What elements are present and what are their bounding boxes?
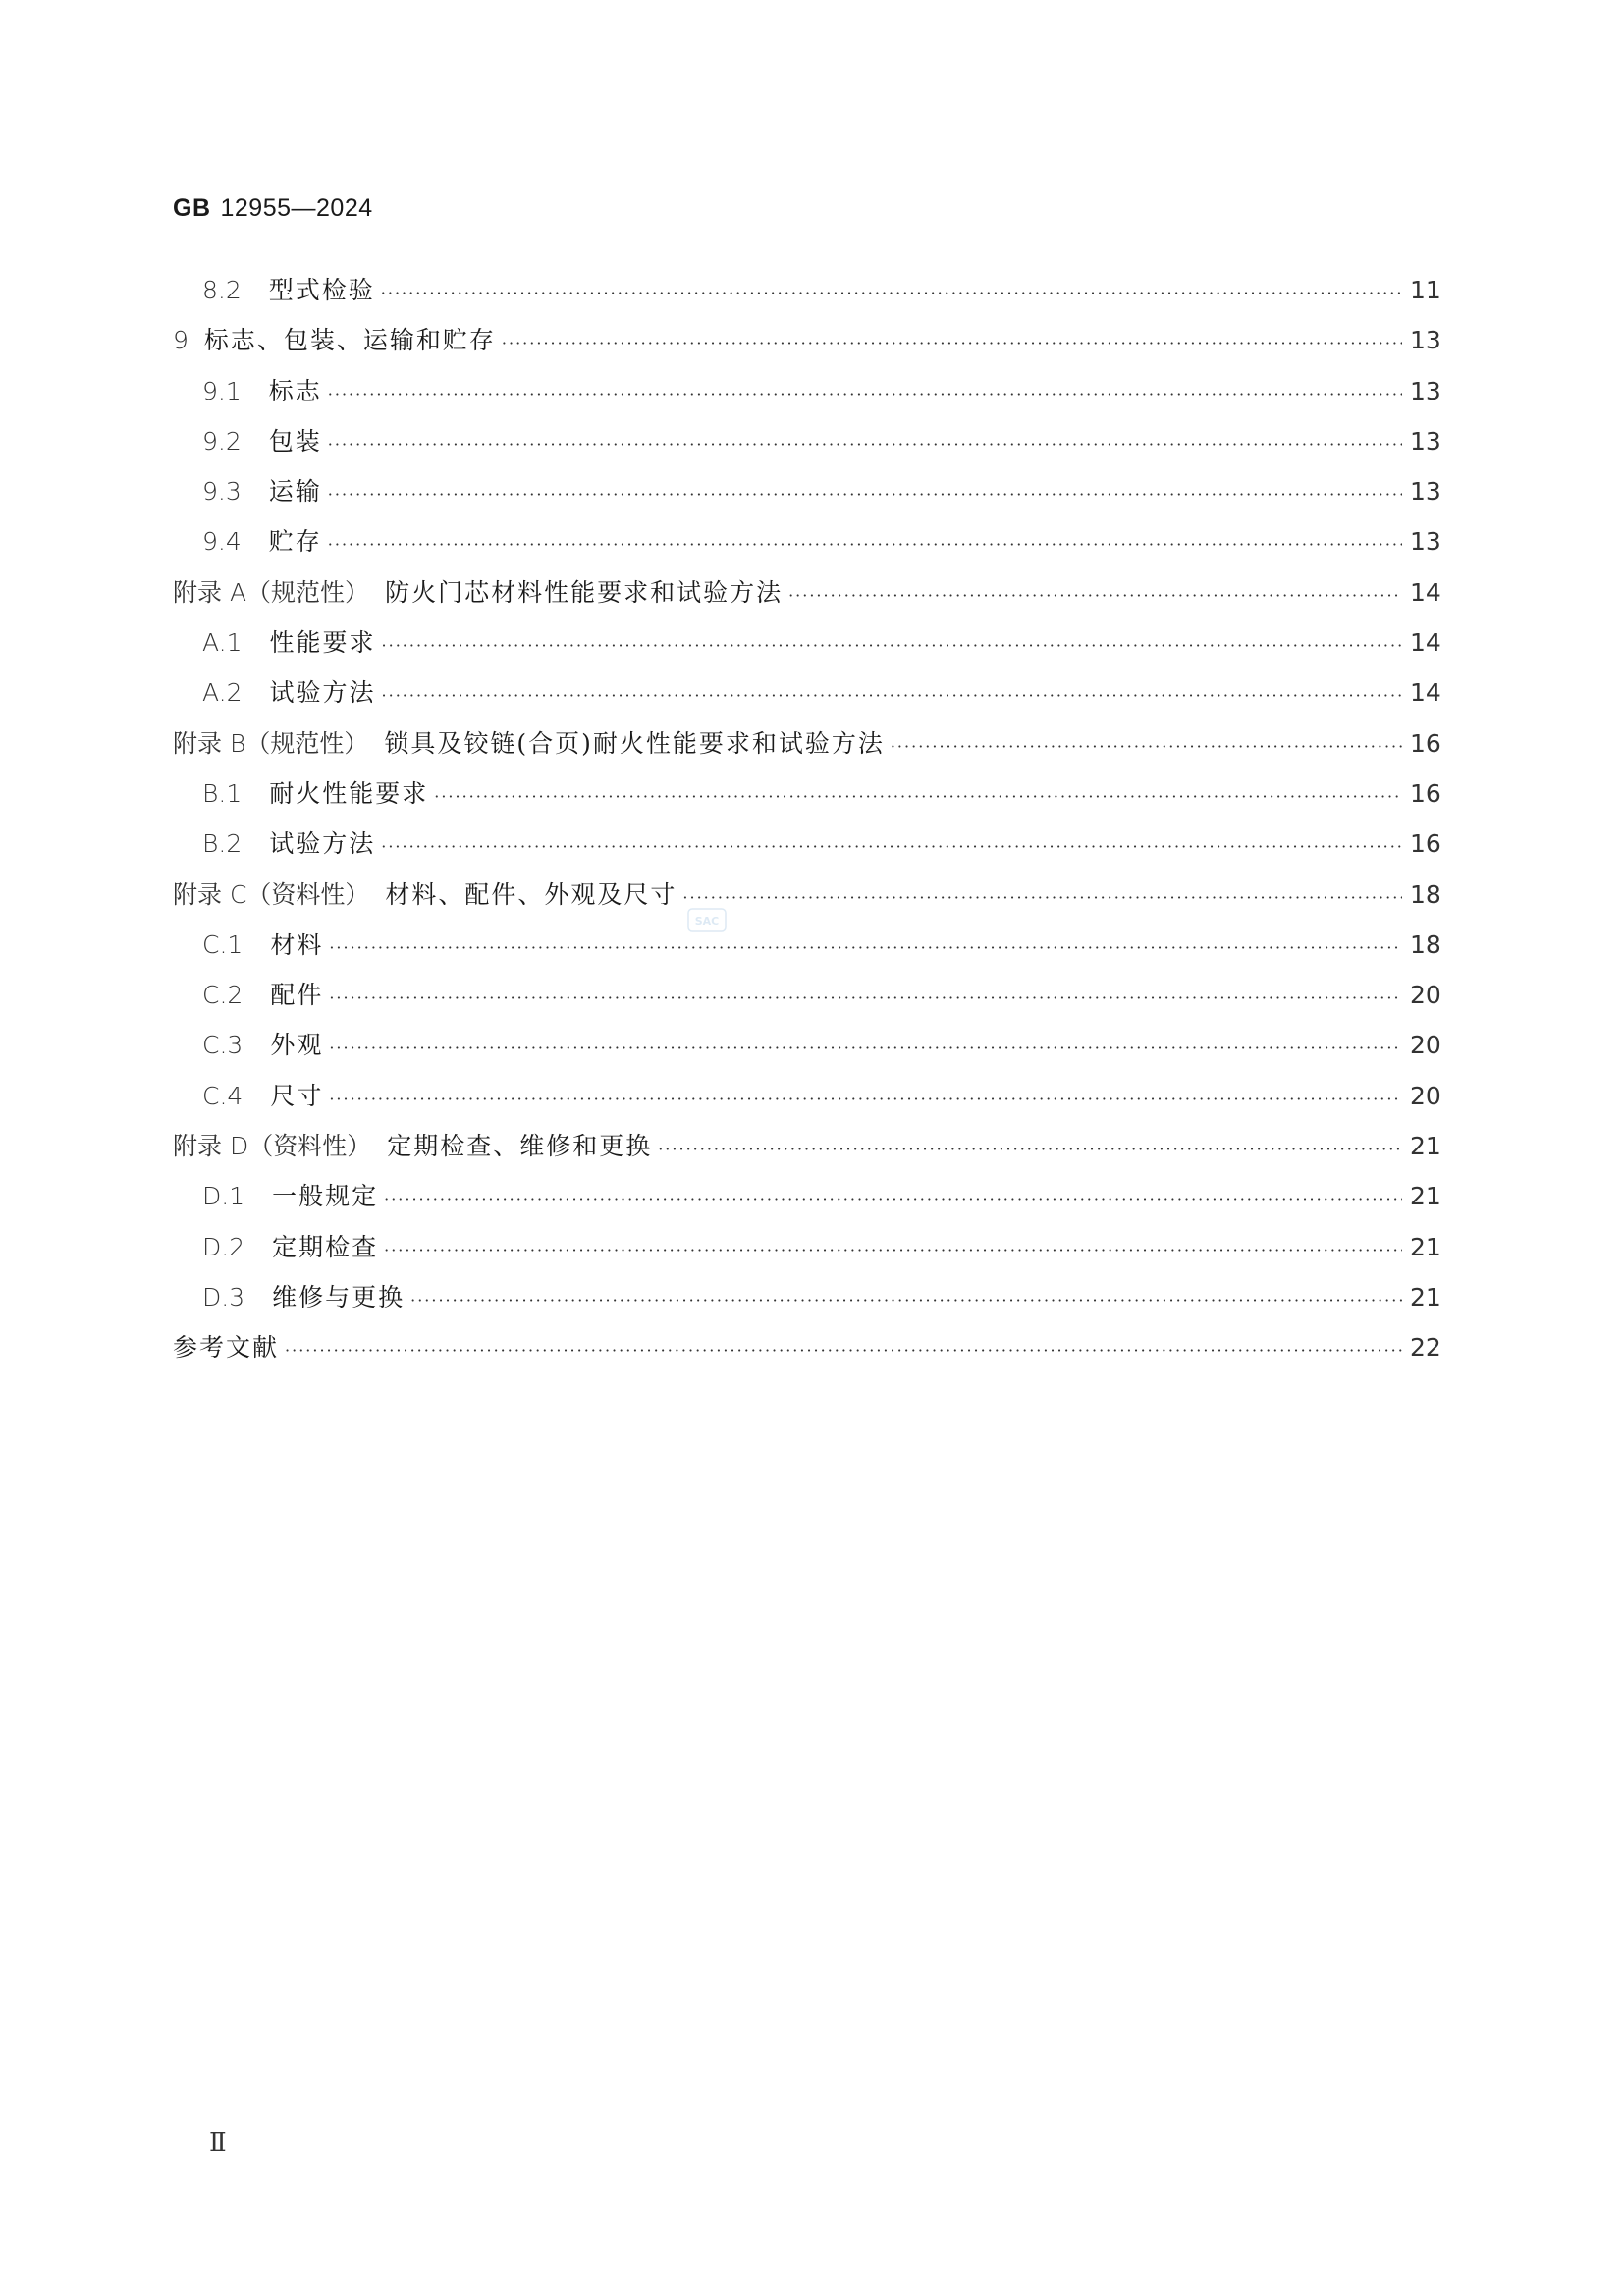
toc-entry-number: 9.3 bbox=[202, 477, 242, 507]
toc-entry[interactable] bbox=[173, 970, 1439, 1020]
toc-entry[interactable] bbox=[173, 870, 1439, 920]
toc-entry-title: 参考文献 bbox=[173, 1333, 280, 1362]
toc-entry-title: 一般规定 bbox=[272, 1182, 379, 1211]
toc-entry-page: 16 bbox=[1410, 829, 1441, 859]
toc-entry-title: 标志 bbox=[268, 376, 322, 405]
sac-watermark-logo bbox=[687, 905, 727, 934]
toc-entry-page: 13 bbox=[1410, 527, 1441, 557]
toc-entry-page: 11 bbox=[1410, 276, 1441, 304]
toc-entry-title: 性能要求 bbox=[269, 628, 376, 658]
toc-entry-number: 附录 B（规范性） bbox=[173, 728, 369, 758]
toc-entry-page: 21 bbox=[1410, 1232, 1441, 1261]
toc-entry-number: 附录 C（资料性） bbox=[173, 880, 370, 909]
table-of-contents bbox=[173, 265, 1439, 1373]
toc-entry-title: 外观 bbox=[270, 1031, 324, 1060]
toc-entry-page: 14 bbox=[1410, 628, 1441, 658]
toc-entry-number: C.3 bbox=[202, 1031, 244, 1060]
toc-entry-page: 18 bbox=[1410, 880, 1441, 909]
toc-entry-title: 尺寸 bbox=[270, 1081, 324, 1110]
toc-entry[interactable] bbox=[173, 366, 1439, 416]
watermark-text: SAC bbox=[694, 915, 720, 928]
document-header bbox=[173, 194, 373, 223]
toc-entry-number: 附录 A（规范性） bbox=[173, 577, 370, 607]
toc-dot-leader bbox=[381, 268, 1402, 318]
toc-entry-number: B.1 bbox=[202, 778, 243, 808]
toc-entry-page: 20 bbox=[1410, 1081, 1441, 1110]
toc-entry-title: 定期检查、维修和更换 bbox=[387, 1132, 653, 1161]
toc-entry-number: 8.2 bbox=[202, 276, 242, 304]
toc-entry-number: 9.1 bbox=[202, 376, 242, 405]
toc-entry[interactable] bbox=[173, 416, 1439, 466]
toc-entry-page: 20 bbox=[1410, 981, 1441, 1010]
toc-entry[interactable] bbox=[173, 667, 1439, 718]
toc-entry[interactable] bbox=[173, 1020, 1439, 1070]
toc-entry-title: 试验方法 bbox=[269, 829, 376, 859]
page-number: Ⅱ bbox=[209, 2128, 227, 2158]
toc-entry[interactable] bbox=[173, 516, 1439, 566]
toc-entry-number: D.1 bbox=[202, 1182, 245, 1211]
toc-entry[interactable] bbox=[173, 1071, 1439, 1121]
toc-dot-leader bbox=[328, 369, 1402, 419]
toc-entry-title: 维修与更换 bbox=[272, 1282, 406, 1311]
toc-entry-number: 9 bbox=[173, 326, 189, 355]
toc-entry[interactable] bbox=[173, 567, 1439, 617]
toc-entry[interactable] bbox=[173, 819, 1439, 869]
standard-number: 12955—2024 bbox=[220, 194, 373, 222]
toc-entry-title: 配件 bbox=[270, 981, 324, 1010]
toc-entry-title: 包装 bbox=[268, 426, 322, 455]
toc-entry-page: 20 bbox=[1410, 1031, 1441, 1060]
toc-entry-title: 材料、配件、外观及尺寸 bbox=[385, 880, 677, 909]
toc-entry[interactable] bbox=[173, 466, 1439, 516]
toc-entry-number: 附录 D（资料性） bbox=[173, 1132, 372, 1161]
toc-entry[interactable] bbox=[173, 1322, 1439, 1372]
toc-entry[interactable] bbox=[173, 265, 1439, 315]
toc-entry-number: A.1 bbox=[202, 628, 243, 658]
toc-entry-title: 材料 bbox=[270, 930, 324, 959]
toc-dot-leader bbox=[329, 923, 1402, 973]
toc-entry-title: 运输 bbox=[268, 477, 322, 507]
standard-prefix: GB bbox=[173, 194, 211, 222]
toc-entry[interactable] bbox=[173, 1171, 1439, 1221]
toc-entry-page: 16 bbox=[1410, 778, 1441, 808]
toc-entry-page: 13 bbox=[1410, 326, 1441, 355]
toc-entry-title: 耐火性能要求 bbox=[269, 778, 429, 808]
toc-dot-leader bbox=[328, 419, 1402, 469]
toc-entry-page: 13 bbox=[1410, 376, 1441, 405]
toc-entry-number: 9.2 bbox=[202, 426, 242, 455]
toc-entry[interactable] bbox=[173, 1272, 1439, 1322]
toc-entry-title: 贮存 bbox=[268, 527, 322, 557]
toc-entry-title: 防火门芯材料性能要求和试验方法 bbox=[385, 577, 784, 607]
toc-entry-page: 21 bbox=[1410, 1282, 1441, 1311]
toc-entry-number: 9.4 bbox=[202, 527, 242, 557]
toc-entry-page: 18 bbox=[1410, 930, 1441, 959]
toc-dot-leader bbox=[384, 1174, 1402, 1224]
toc-dot-leader bbox=[502, 318, 1402, 368]
toc-dot-leader bbox=[285, 1325, 1402, 1375]
toc-dot-leader bbox=[410, 1275, 1402, 1325]
toc-entry-title: 标志、包装、运输和贮存 bbox=[203, 326, 496, 355]
toc-entry[interactable] bbox=[173, 1222, 1439, 1272]
toc-entry[interactable] bbox=[173, 617, 1439, 667]
toc-entry-title: 定期检查 bbox=[272, 1232, 379, 1261]
toc-entry-number: B.2 bbox=[202, 829, 243, 859]
toc-dot-leader bbox=[434, 772, 1402, 822]
toc-entry-number: D.3 bbox=[202, 1282, 245, 1311]
toc-entry-page: 16 bbox=[1410, 728, 1441, 758]
toc-entry-page: 13 bbox=[1410, 426, 1441, 455]
toc-entry-page: 13 bbox=[1410, 477, 1441, 507]
toc-entry-number: C.2 bbox=[202, 981, 244, 1010]
toc-dot-leader bbox=[788, 570, 1402, 620]
toc-entry-number: A.2 bbox=[202, 678, 243, 708]
toc-dot-leader bbox=[329, 973, 1402, 1023]
toc-entry-number: C.4 bbox=[202, 1081, 244, 1110]
toc-entry-page: 21 bbox=[1410, 1182, 1441, 1211]
toc-entry-title: 试验方法 bbox=[269, 678, 376, 708]
toc-entry[interactable] bbox=[173, 315, 1439, 365]
toc-entry[interactable] bbox=[173, 920, 1439, 970]
toc-dot-leader bbox=[329, 1074, 1402, 1124]
toc-entry[interactable] bbox=[173, 1121, 1439, 1171]
toc-dot-leader bbox=[381, 822, 1402, 872]
toc-entry-page: 21 bbox=[1410, 1132, 1441, 1161]
toc-dot-leader bbox=[328, 469, 1402, 519]
toc-dot-leader bbox=[382, 670, 1402, 721]
toc-dot-leader bbox=[328, 519, 1402, 569]
toc-entry-title: 型式检验 bbox=[268, 276, 375, 304]
toc-dot-leader bbox=[658, 1124, 1402, 1174]
toc-dot-leader bbox=[384, 1225, 1402, 1275]
toc-entry-page: 14 bbox=[1410, 678, 1441, 708]
toc-entry-page: 22 bbox=[1410, 1333, 1441, 1362]
toc-dot-leader bbox=[891, 721, 1402, 772]
toc-entry-number: D.2 bbox=[202, 1232, 245, 1261]
toc-entry[interactable] bbox=[173, 769, 1439, 819]
toc-entry-title: 锁具及铰链(合页)耐火性能要求和试验方法 bbox=[384, 728, 885, 758]
toc-dot-leader bbox=[329, 1023, 1402, 1073]
toc-dot-leader bbox=[682, 873, 1402, 923]
toc-entry[interactable] bbox=[173, 719, 1439, 769]
toc-entry-page: 14 bbox=[1410, 577, 1441, 607]
toc-entry-number: C.1 bbox=[202, 930, 244, 959]
toc-dot-leader bbox=[382, 620, 1402, 670]
